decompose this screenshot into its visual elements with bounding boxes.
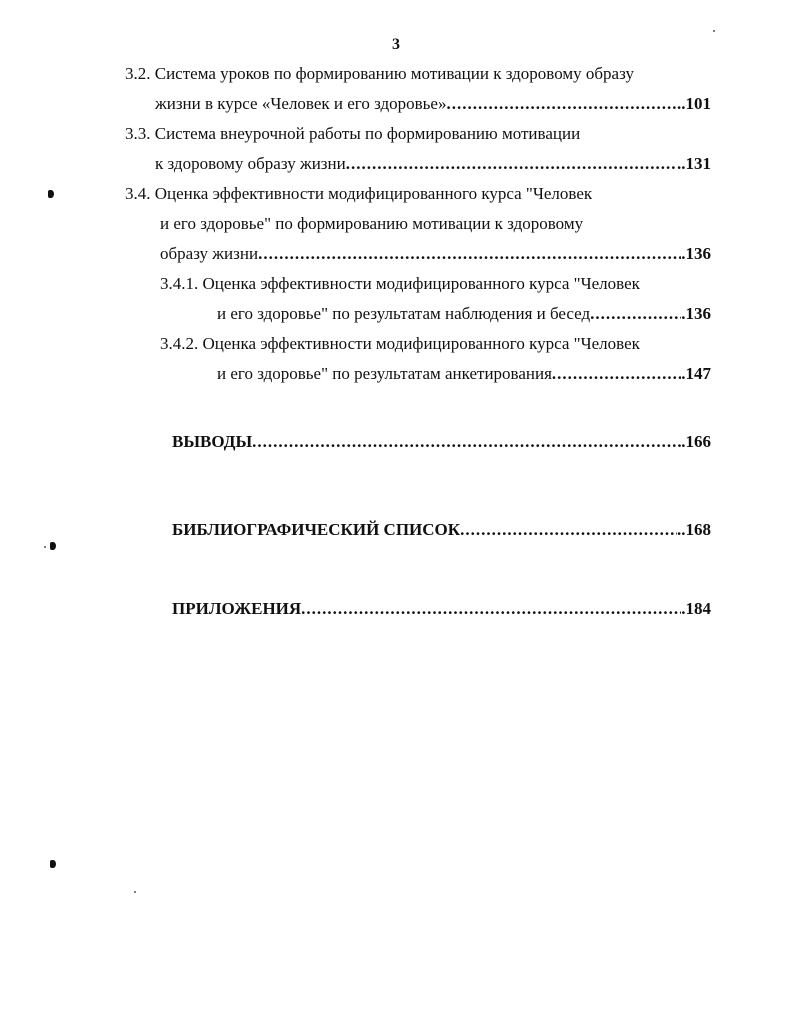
toc-entry-3-4-row[interactable] <box>160 244 711 264</box>
toc-entry-3-2-page: ..101 <box>677 94 711 113</box>
toc-entry-3-3-row[interactable] <box>155 154 711 174</box>
toc-leader-dots <box>552 364 681 384</box>
toc-bibliography-row[interactable] <box>172 520 711 540</box>
toc-entry-3-3-page: ..131 <box>677 154 711 173</box>
toc-entry-3-4-line3: образу жизни <box>160 244 259 263</box>
binder-mark <box>50 860 56 868</box>
scan-speck <box>134 891 136 893</box>
toc-leader-dots <box>460 520 677 540</box>
toc-leader-dots <box>258 244 681 264</box>
toc-leader-dots <box>252 432 681 452</box>
page-number: 3 <box>392 36 400 53</box>
toc-appendices-page: .184 <box>681 599 711 618</box>
toc-leader-dots <box>346 154 677 174</box>
toc-bibliography-page: ..168 <box>677 520 711 539</box>
toc-entry-3-4-1-line2: и его здоровье" по результатам наблюдения и бесед <box>217 304 591 323</box>
toc-entry-3-3-line1: 3.3. Система внеурочной работы по формированию мотивации <box>125 124 581 143</box>
toc-entry-3-2-line1: 3.2. Система уроков по формированию мотивации к здоровому образу <box>125 64 634 83</box>
toc-appendices-title: ПРИЛОЖЕНИЯ <box>172 599 302 618</box>
toc-entry-3-4-2-line2: и его здоровье" по результатам анкетирования <box>217 364 552 383</box>
toc-conclusions-page: .166 <box>681 432 711 451</box>
toc-entry-3-4-1-page: .136 <box>681 304 711 323</box>
toc-conclusions-row[interactable] <box>172 432 711 452</box>
toc-entry-3-4-2-row[interactable] <box>217 364 711 384</box>
toc-appendices-row[interactable] <box>172 599 711 619</box>
toc-entry-3-3-line2: к здоровому образу жизни <box>155 154 346 173</box>
toc-leader-dots <box>590 304 681 324</box>
scan-speck <box>713 30 715 32</box>
toc-entry-3-4-line2: и его здоровье" по формированию мотивации к здоровому <box>160 214 584 233</box>
toc-leader-dots <box>301 599 681 619</box>
binder-mark <box>50 542 56 550</box>
toc-entry-3-4-2-page: .147 <box>681 364 711 383</box>
scan-speck <box>44 546 46 548</box>
toc-bibliography-title: БИБЛИОГРАФИЧЕСКИЙ СПИСОК <box>172 520 461 539</box>
toc-entry-3-4-1-line1: 3.4.1. Оценка эффективности модифицированного курса "Человек <box>160 274 640 293</box>
toc-entry-3-2-row[interactable] <box>155 94 711 114</box>
toc-entry-3-4-1-row[interactable] <box>217 304 711 324</box>
toc-entry-3-2-line2: жизни в курсе «Человек и его здоровье» <box>155 94 447 113</box>
toc-entry-3-4-line1: 3.4. Оценка эффективности модифицированного курса "Человек <box>125 184 593 203</box>
binder-mark <box>48 190 54 198</box>
toc-conclusions-title: ВЫВОДЫ <box>172 432 253 451</box>
toc-leader-dots <box>446 94 677 114</box>
toc-entry-3-4-2-line1: 3.4.2. Оценка эффективности модифицированного курса "Человек <box>160 334 640 353</box>
toc-entry-3-4-page: .136 <box>681 244 711 263</box>
